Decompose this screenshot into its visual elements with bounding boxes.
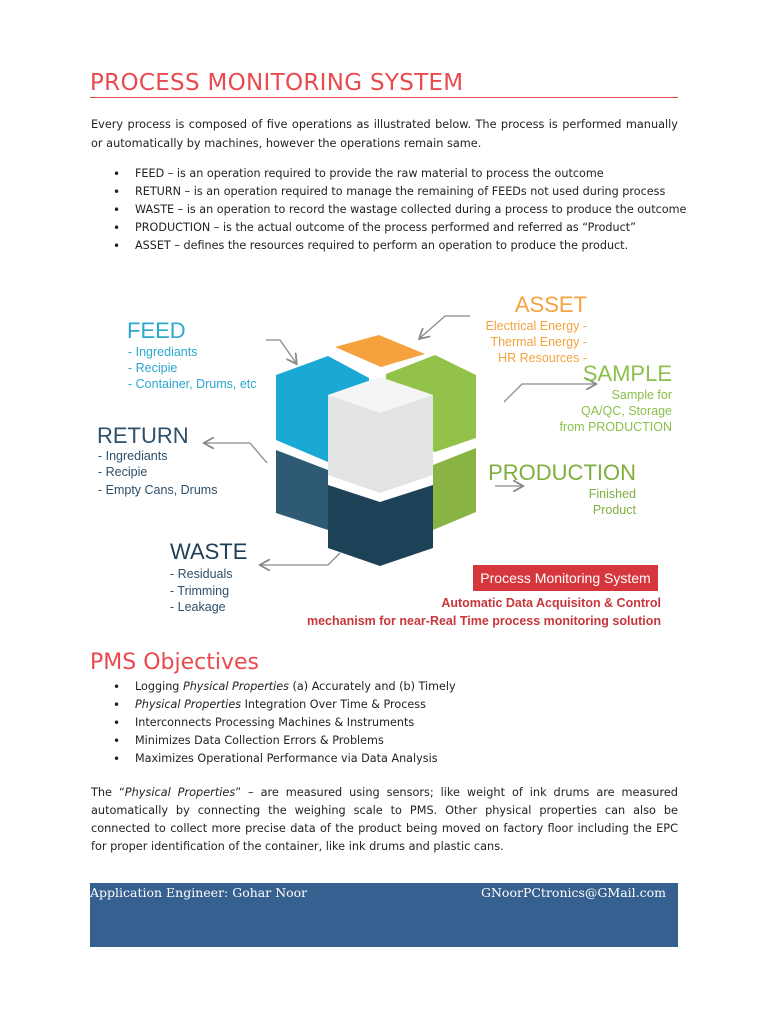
asset-arrow	[420, 316, 470, 338]
production-item: Finished	[588, 487, 636, 501]
asset-item: Thermal Energy -	[490, 335, 587, 349]
objective-text: Interconnects Processing Machines & Instruments	[135, 716, 415, 729]
objectives-title: PMS Objectives	[90, 650, 259, 675]
process-cube	[276, 335, 476, 566]
page-title: PROCESS MONITORING SYSTEM	[90, 70, 464, 96]
objective-text: (a) Accurately and (b) Timely	[289, 680, 456, 693]
objective-item	[113, 696, 456, 714]
production-item: Product	[592, 503, 636, 517]
waste-arrow	[261, 553, 340, 565]
pms-banner-text: Process Monitoring System	[480, 570, 651, 586]
asset-item: HR Resources -	[498, 351, 587, 365]
waste-heading: WASTE	[170, 539, 248, 564]
return-item: - Ingrediants	[98, 449, 168, 463]
operation-asset: • ASSET – defines the resources required to perform an operation to produce the product.	[113, 237, 686, 255]
objective-item	[113, 750, 456, 768]
operation-waste: • WASTE – is an operation to record the wastage collected during a process to produce the outcome	[113, 201, 686, 219]
waste-item: - Leakage	[170, 600, 226, 614]
intro-paragraph: Every process is composed of five operations as illustrated below. The process is performed manually or automatically by machines, however the operations remain same.	[91, 118, 678, 150]
objective-text: Integration Over Time & Process	[241, 698, 426, 711]
return-arrow	[205, 443, 267, 463]
sample-item: QA/QC, Storage	[580, 404, 672, 418]
pms-caption-line2: mechanism for near-Real Time process monitoring solution	[306, 614, 661, 628]
return-item: - Empty Cans, Drums	[98, 483, 218, 497]
sample-arrow	[504, 384, 595, 402]
objectives-list	[113, 678, 456, 768]
page-footer	[90, 883, 678, 947]
objective-item	[113, 732, 456, 750]
objective-emphasis: Physical Properties	[182, 680, 289, 693]
objective-text: Logging	[135, 680, 183, 693]
footer-author: Application Engineer: Gohar Noor	[90, 885, 308, 900]
sample-item: Sample for	[611, 388, 672, 402]
return-item: - Recipie	[98, 465, 148, 479]
operation-return: • RETURN – is an operation required to manage the remaining of FEEDs not used during process	[113, 183, 686, 201]
objective-text: Maximizes Operational Performance via Data Analysis	[135, 752, 438, 765]
objective-emphasis: Physical Properties	[135, 698, 242, 711]
feed-heading: FEED	[127, 318, 186, 343]
cube-production-face	[433, 448, 476, 530]
waste-item: - Residuals	[170, 567, 233, 581]
feed-arrow	[266, 340, 296, 363]
physical-properties-paragraph	[91, 784, 678, 856]
sample-heading: SAMPLE	[582, 361, 672, 386]
operations-list	[113, 165, 686, 255]
sample-item: from PRODUCTION	[559, 420, 672, 434]
paragraph-text: The “	[91, 786, 125, 799]
cube-waste-face	[328, 485, 433, 566]
paragraph-emphasis: Physical Properties	[124, 786, 236, 799]
asset-item: Electrical Energy -	[485, 319, 587, 333]
operation-feed: • FEED – is an operation required to provide the raw material to process the outcome	[113, 165, 686, 183]
paragraph-text: ” – are measured using sensors; like weight of ink drums are measured automatically by connecting the weighing scale to PMS. Other physical properties can also be connected to collect more precise data of the product being moved on factory floor including the EPC for proper identification of the container, like ink drums and plastic cans.	[91, 786, 678, 853]
cube-asset-top	[335, 335, 425, 367]
objective-item	[113, 714, 456, 732]
operation-production: • PRODUCTION – is the actual outcome of the process performed and referred as “Product”	[113, 219, 686, 237]
objective-item	[113, 678, 456, 696]
asset-heading: ASSET	[514, 292, 587, 317]
waste-item: - Trimming	[170, 584, 230, 598]
return-heading: RETURN	[97, 423, 189, 448]
objective-text: Minimizes Data Collection Errors & Problems	[135, 734, 384, 747]
title-underline	[90, 97, 678, 98]
production-heading: PRODUCTION	[488, 460, 636, 485]
feed-item: - Container, Drums, etc	[128, 377, 257, 391]
cube-return-face	[276, 450, 328, 530]
feed-item: - Recipie	[128, 361, 178, 375]
footer-email: GNoorPCtronics@GMail.com	[481, 885, 666, 900]
pms-caption-line1: Automatic Data Acquisiton & Control	[441, 596, 661, 610]
feed-item: - Ingrediants	[128, 345, 198, 359]
process-diagram	[90, 280, 680, 635]
